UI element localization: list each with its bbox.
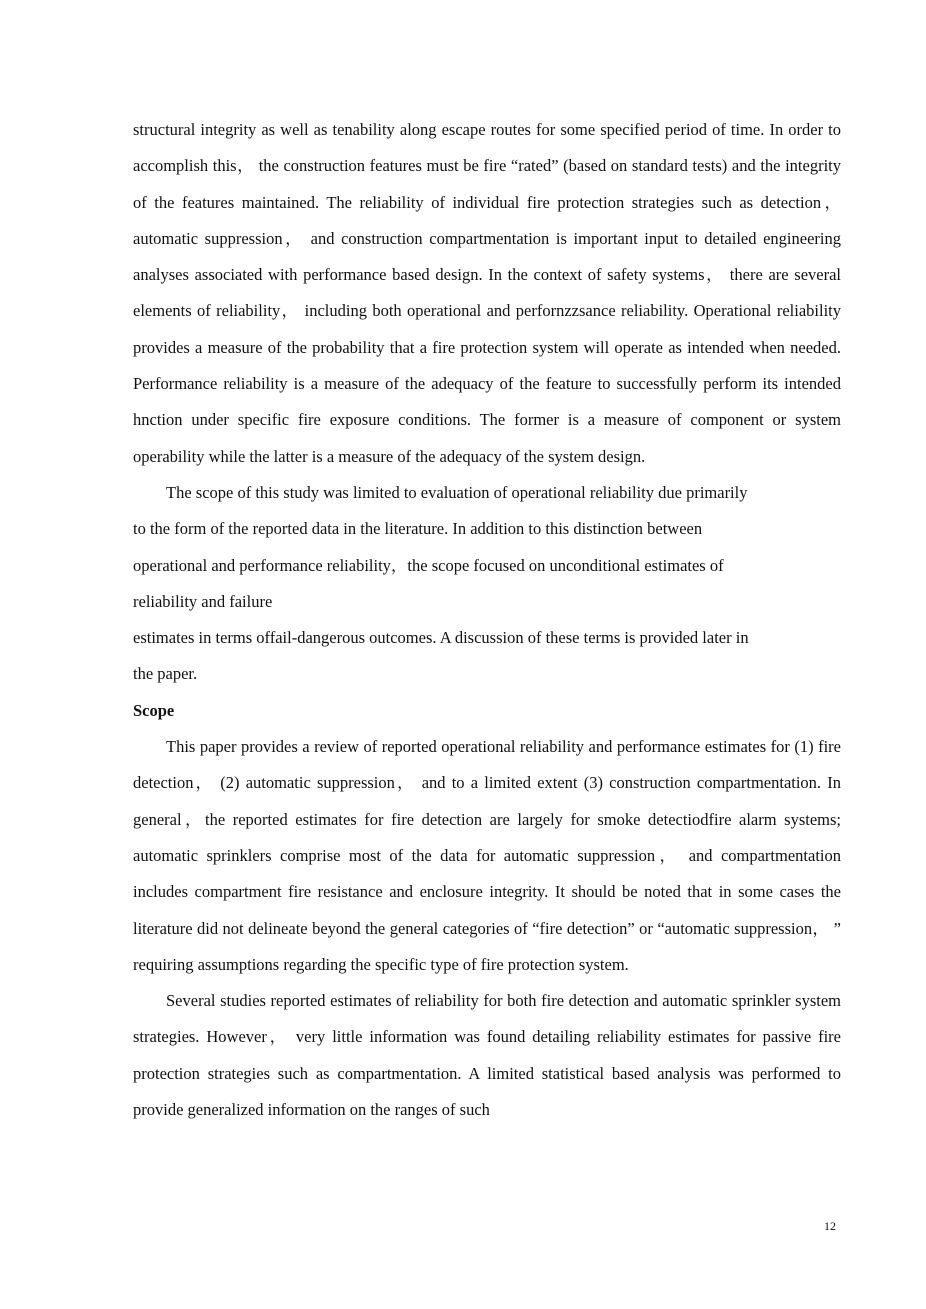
- paragraph-scope-line-4: reliability and failure: [133, 591, 273, 611]
- paragraph-scope-line-5: estimates in terms offail-dangerous outcomes. A discussion of these terms is provided later in: [133, 628, 749, 648]
- paragraph-scope-line-1: The scope of this study was limited to evaluation of operational reliability due primarily: [166, 482, 748, 502]
- page-number: 12: [824, 1219, 836, 1233]
- paragraph-scope-line-3: operational and performance reliability，the scope focused on unconditional estimates of: [133, 555, 724, 575]
- paragraph-reliability-intro: structural integrity as well as tenability along escape routes for some specified period of time. In order to accomplish this， the construction features must be fire “rated” (based on standard tests) and the integrity of the features maintained. The reliability of individual fire protection strategies such as detection， automatic suppression， and construction compartmentation is important input to detailed engineering analyses associated with performance based design. In the context of safety systems， there are several elements of reliability， including both operational and perfornzzsance reliability. Operational reliability provides a measure of the probability that a fire protection system will operate as intended when needed. Performance reliability is a measure of the adequacy of the feature to successfully perform its intended hnction under specific fire exposure conditions. The former is a measure of component or system operability while the latter is a measure of the adequacy of the system design.: [133, 120, 841, 466]
- paragraph-several-studies: Several studies reported estimates of reliability for both fire detection and automatic sprinkler system strategies. However， very little information was found detailing reliability estimates for passive fire protection strategies such as compartmentation. A limited statistical based analysis was performed to provide generalized information on the ranges of such: [133, 991, 841, 1120]
- paragraph-scope-line-2: to the form of the reported data in the literature. In addition to this distinction between: [133, 519, 703, 539]
- paragraph-scope-line-6: the paper.: [133, 664, 198, 684]
- paragraph-review-estimates: This paper provides a review of reported operational reliability and performance estimates for (1) fire detection， (2) automatic suppression， and to a limited extent (3) construction compartmentation. In general，the reported estimates for fire detection are largely for smoke detectiodfire alarm systems; automatic sprinklers comprise most of the data for automatic suppression， and compartmentation includes compartment fire resistance and enclosure integrity. It should be noted that in some cases the literature did not delineate beyond the general categories of “fire detection” or “automatic suppression， ” requiring assumptions regarding the specific type of fire protection system.: [133, 737, 841, 974]
- section-heading-scope: Scope: [133, 700, 175, 720]
- body-text: [133, 112, 841, 1128]
